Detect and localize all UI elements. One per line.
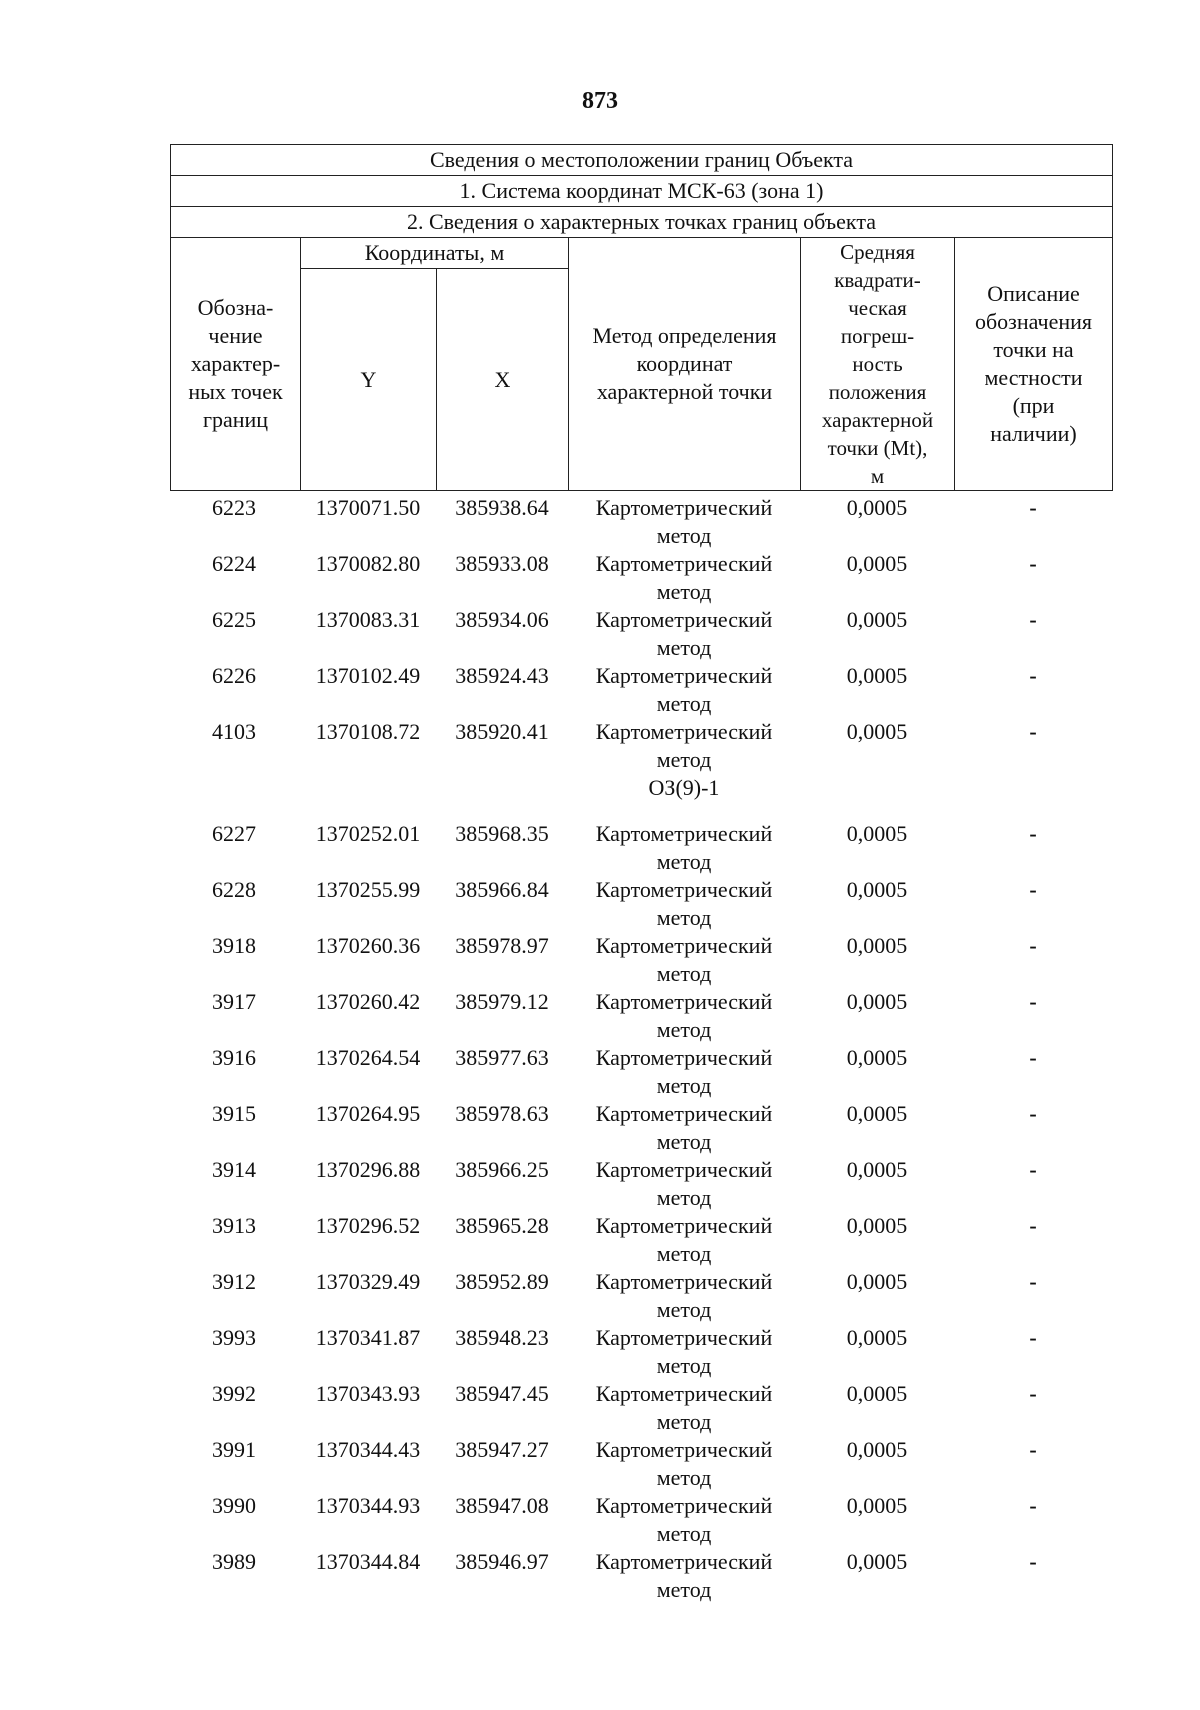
- description: -: [1029, 1213, 1037, 1238]
- method: Картометрический метод: [595, 877, 773, 930]
- point-number: 3918: [212, 933, 256, 958]
- col-point-header: Обозна- чение характер- ных точек границ: [171, 238, 301, 491]
- point-number: 3915: [212, 1101, 256, 1126]
- coord-y: 1370344.84: [315, 1549, 421, 1574]
- table-title: Сведения о местоположении границ Объекта: [171, 145, 1113, 176]
- method: Картометрический метод: [595, 495, 773, 548]
- description: -: [1029, 1381, 1037, 1406]
- point-number: 6228: [212, 877, 256, 902]
- coord-y: 1370108.72: [315, 719, 421, 744]
- coord-x: 385938.64: [455, 495, 549, 520]
- page-number: 873: [582, 88, 618, 114]
- point-number: 3917: [212, 989, 256, 1014]
- table-row: [170, 1324, 1112, 1380]
- error-value: 0,0005: [846, 1437, 908, 1462]
- description: -: [1029, 551, 1037, 576]
- coord-y: 1370264.54: [315, 1045, 421, 1070]
- description: -: [1029, 719, 1037, 744]
- description: -: [1029, 1269, 1037, 1294]
- table-row: [170, 820, 1112, 876]
- error-value: 0,0005: [846, 1381, 908, 1406]
- description: -: [1029, 821, 1037, 846]
- description: -: [1029, 1101, 1037, 1126]
- table-body: [170, 494, 1112, 1604]
- table-row: [170, 1436, 1112, 1492]
- section-row: [170, 774, 1112, 820]
- coord-y: 1370252.01: [315, 821, 421, 846]
- error-value: 0,0005: [846, 663, 908, 688]
- point-number: 6224: [212, 551, 256, 576]
- table-row: [170, 662, 1112, 718]
- method: Картометрический метод: [595, 989, 773, 1042]
- coord-x: 385947.08: [455, 1493, 549, 1518]
- coord-y: 1370083.31: [315, 607, 421, 632]
- description: -: [1029, 1549, 1037, 1574]
- description: -: [1029, 1437, 1037, 1462]
- coord-x: 385947.45: [455, 1381, 549, 1406]
- point-number: 3912: [212, 1269, 256, 1294]
- table-row: [170, 932, 1112, 988]
- table-row: [170, 1100, 1112, 1156]
- error-value: 0,0005: [846, 551, 908, 576]
- table-row: [170, 876, 1112, 932]
- coord-y: 1370264.95: [315, 1101, 421, 1126]
- col-error-header: Средняя квадрати- ческая погреш- ность положения характерной точки (Mt), м: [801, 238, 955, 491]
- coord-x: 385920.41: [455, 719, 549, 744]
- coord-y: 1370344.93: [315, 1493, 421, 1518]
- col-coords-header: Координаты, м: [301, 238, 569, 269]
- coord-y: 1370071.50: [315, 495, 421, 520]
- coord-y: 1370260.42: [315, 989, 421, 1014]
- error-value: 0,0005: [846, 877, 908, 902]
- error-value: 0,0005: [846, 495, 908, 520]
- coord-y: 1370102.49: [315, 663, 421, 688]
- table-row: [170, 1212, 1112, 1268]
- coord-x: 385934.06: [455, 607, 549, 632]
- coord-x: 385968.35: [455, 821, 549, 846]
- point-number: 3992: [212, 1381, 256, 1406]
- method: Картометрический метод: [595, 607, 773, 660]
- error-value: 0,0005: [846, 1101, 908, 1126]
- coordinate-system: 1. Система координат МСК-63 (зона 1): [171, 176, 1113, 207]
- table-row: [170, 606, 1112, 662]
- description: -: [1029, 1325, 1037, 1350]
- coord-x: 385966.25: [455, 1157, 549, 1182]
- point-group-1: [170, 494, 1112, 774]
- col-desc-header: Описание обозначения точки на местности (при наличии): [955, 238, 1113, 491]
- coord-y: 1370329.49: [315, 1269, 421, 1294]
- coord-y: 1370255.99: [315, 877, 421, 902]
- error-value: 0,0005: [846, 1493, 908, 1518]
- coord-x: 385947.27: [455, 1437, 549, 1462]
- method: Картометрический метод: [595, 1101, 773, 1154]
- point-number: 3989: [212, 1549, 256, 1574]
- coord-x: 385948.23: [455, 1325, 549, 1350]
- coord-y: 1370341.87: [315, 1325, 421, 1350]
- point-number: 6223: [212, 495, 256, 520]
- method: Картометрический метод: [595, 1325, 773, 1378]
- method: Картометрический метод: [595, 719, 773, 772]
- error-value: 0,0005: [846, 1157, 908, 1182]
- method: Картометрический метод: [595, 1269, 773, 1322]
- table-row: [170, 1380, 1112, 1436]
- coord-y: 1370082.80: [315, 551, 421, 576]
- coord-x: 385978.63: [455, 1101, 549, 1126]
- coord-x: 385952.89: [455, 1269, 549, 1294]
- description: -: [1029, 607, 1037, 632]
- section-label: ОЗ(9)-1: [648, 775, 720, 800]
- table-row: [170, 1268, 1112, 1324]
- description: -: [1029, 877, 1037, 902]
- table-row: [170, 1044, 1112, 1100]
- coord-y: 1370344.43: [315, 1437, 421, 1462]
- description: -: [1029, 1157, 1037, 1182]
- error-value: 0,0005: [846, 1269, 908, 1294]
- error-value: 0,0005: [846, 989, 908, 1014]
- point-number: 3991: [212, 1437, 256, 1462]
- table-row: [170, 718, 1112, 774]
- col-method-header: Метод определения координат характерной точки: [569, 238, 801, 491]
- method: Картометрический метод: [595, 1213, 773, 1266]
- description: -: [1029, 989, 1037, 1014]
- coord-x: 385978.97: [455, 933, 549, 958]
- point-number: 3990: [212, 1493, 256, 1518]
- description: -: [1029, 1493, 1037, 1518]
- point-number: 6227: [212, 821, 256, 846]
- table-row: [170, 1156, 1112, 1212]
- error-value: 0,0005: [846, 1213, 908, 1238]
- error-value: 0,0005: [846, 1549, 908, 1574]
- description: -: [1029, 1045, 1037, 1070]
- table-row: [170, 550, 1112, 606]
- method: Картометрический метод: [595, 933, 773, 986]
- point-number: 6226: [212, 663, 256, 688]
- point-number: 3914: [212, 1157, 256, 1182]
- error-value: 0,0005: [846, 1045, 908, 1070]
- method: Картометрический метод: [595, 1549, 773, 1602]
- description: -: [1029, 663, 1037, 688]
- coord-x: 385965.28: [455, 1213, 549, 1238]
- table-row: [170, 494, 1112, 550]
- method: Картометрический метод: [595, 663, 773, 716]
- point-number: 4103: [212, 719, 256, 744]
- method: Картометрический метод: [595, 1381, 773, 1434]
- method: Картометрический метод: [595, 1493, 773, 1546]
- table-row: [170, 1548, 1112, 1604]
- description: -: [1029, 495, 1037, 520]
- point-number: 3916: [212, 1045, 256, 1070]
- error-value: 0,0005: [846, 719, 908, 744]
- point-number: 3913: [212, 1213, 256, 1238]
- col-y-header: Y: [301, 269, 437, 491]
- point-number: 6225: [212, 607, 256, 632]
- error-value: 0,0005: [846, 821, 908, 846]
- error-value: 0,0005: [846, 933, 908, 958]
- point-group-2: [170, 820, 1112, 1604]
- method: Картометрический метод: [595, 1045, 773, 1098]
- coord-x: 385933.08: [455, 551, 549, 576]
- coord-y: 1370343.93: [315, 1381, 421, 1406]
- coord-y: 1370296.52: [315, 1213, 421, 1238]
- method: Картометрический метод: [595, 1437, 773, 1490]
- coord-y: 1370260.36: [315, 933, 421, 958]
- coord-x: 385946.97: [455, 1549, 549, 1574]
- coord-x: 385977.63: [455, 1045, 549, 1070]
- error-value: 0,0005: [846, 607, 908, 632]
- coord-x: 385966.84: [455, 877, 549, 902]
- coord-x: 385924.43: [455, 663, 549, 688]
- error-value: 0,0005: [846, 1325, 908, 1350]
- description: -: [1029, 933, 1037, 958]
- boundary-table-header: [170, 144, 1113, 491]
- coord-y: 1370296.88: [315, 1157, 421, 1182]
- method: Картометрический метод: [595, 1157, 773, 1210]
- table-row: [170, 988, 1112, 1044]
- coord-x: 385979.12: [455, 989, 549, 1014]
- method: Картометрический метод: [595, 551, 773, 604]
- point-number: 3993: [212, 1325, 256, 1350]
- table-row: [170, 1492, 1112, 1548]
- col-x-header: X: [437, 269, 569, 491]
- table-subtitle: 2. Сведения о характерных точках границ объекта: [171, 207, 1113, 238]
- method: Картометрический метод: [595, 821, 773, 874]
